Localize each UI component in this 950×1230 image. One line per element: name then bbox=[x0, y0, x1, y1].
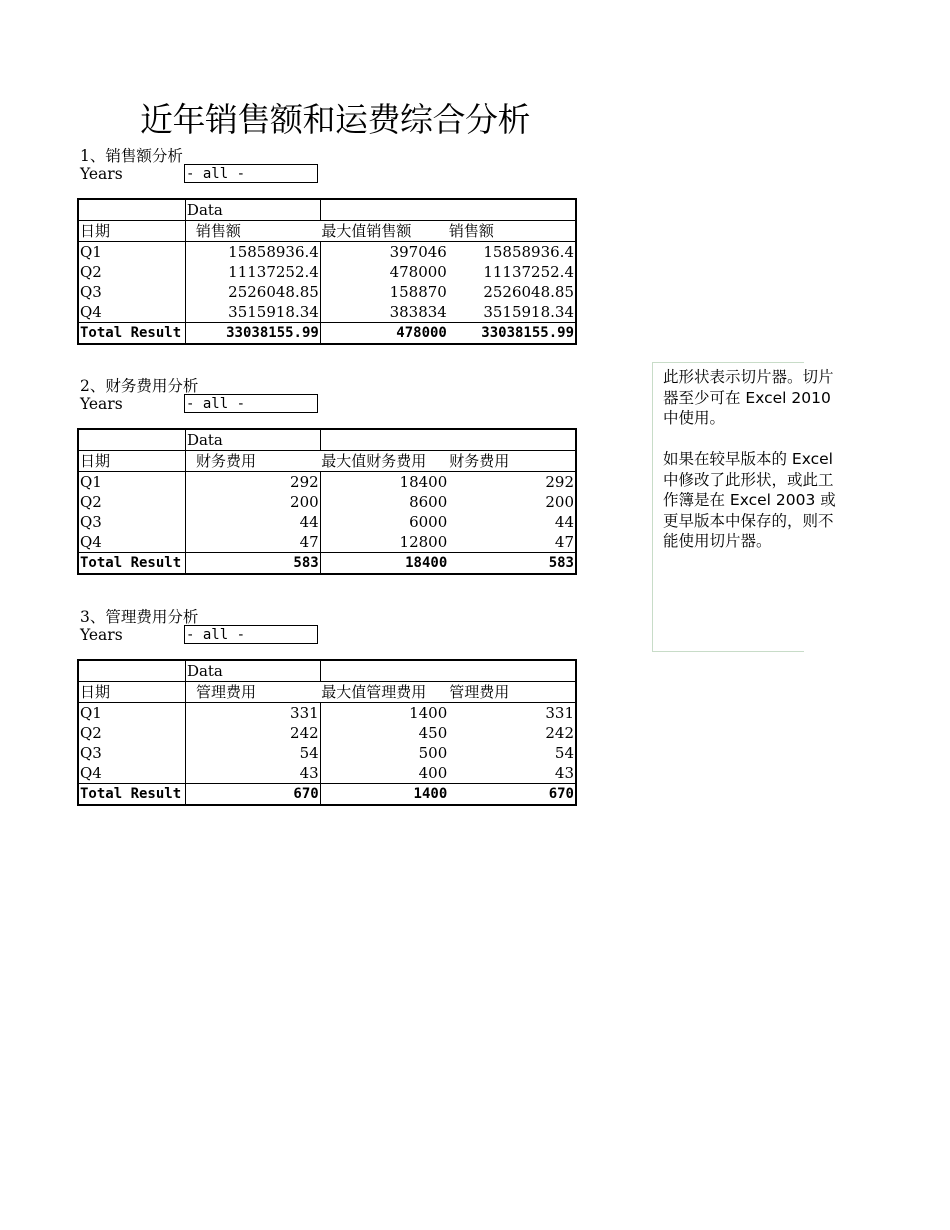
col-header-date[interactable]: 日期 bbox=[78, 451, 185, 472]
filter-label: Years bbox=[80, 395, 123, 413]
col-header-2: 最大值销售额 bbox=[320, 221, 448, 242]
years-filter-dropdown[interactable]: - all - bbox=[184, 164, 318, 183]
col-header-3: 销售额 bbox=[448, 221, 576, 242]
data-header: Data bbox=[185, 199, 320, 221]
table-row: Q3 54 500 54 bbox=[80, 744, 574, 762]
col-header-1: 管理费用 bbox=[185, 682, 320, 703]
slicer-placeholder[interactable] bbox=[652, 362, 836, 652]
table-row: Q4 3515918.34 383834 3515918.34 bbox=[80, 303, 574, 321]
table-row: Q1 331 1400 331 bbox=[80, 704, 574, 722]
total-row: Total Result 670 1400 670 bbox=[78, 784, 576, 806]
col-header-date[interactable]: 日期 bbox=[78, 682, 185, 703]
table-row: Q2 11137252.4 478000 11137252.4 bbox=[80, 263, 574, 281]
pivot-table bbox=[77, 198, 577, 345]
section-label: 2、财务费用分析 bbox=[80, 377, 199, 395]
pivot-table bbox=[77, 659, 577, 806]
col-header-1: 财务费用 bbox=[185, 451, 320, 472]
col-header-3: 管理费用 bbox=[448, 682, 576, 703]
filter-label: Years bbox=[80, 165, 123, 183]
table-row: Q1 292 18400 292 bbox=[80, 473, 574, 491]
data-header: Data bbox=[185, 429, 320, 451]
col-header-2: 最大值财务费用 bbox=[320, 451, 448, 472]
col-header-date[interactable]: 日期 bbox=[78, 221, 185, 242]
pivot-table bbox=[77, 428, 577, 575]
col-header-1: 销售额 bbox=[185, 221, 320, 242]
filter-label: Years bbox=[80, 626, 123, 644]
col-header-3: 财务费用 bbox=[448, 451, 576, 472]
section-label: 1、销售额分析 bbox=[80, 147, 183, 165]
table-row: Q4 43 400 43 bbox=[80, 764, 574, 782]
data-header: Data bbox=[185, 660, 320, 682]
table-row: Q3 2526048.85 158870 2526048.85 bbox=[80, 283, 574, 301]
table-row: Q1 15858936.4 397046 15858936.4 bbox=[80, 243, 574, 261]
table-row: Q2 242 450 242 bbox=[80, 724, 574, 742]
years-filter-dropdown[interactable]: - all - bbox=[184, 625, 318, 644]
page-title: 近年销售额和运费综合分析 bbox=[140, 100, 530, 139]
table-row: Q4 47 12800 47 bbox=[80, 533, 574, 551]
total-row: Total Result 33038155.99 478000 33038155.99 bbox=[78, 323, 576, 345]
slicer-note: 此形状表示切片器。切片器至少可在 Excel 2010 中使用。 如果在较早版本的 Excel 中修改了此形状，或此工作簿是在 Excel 2003 或更早版本中保存的，则不能使用切片器。 bbox=[663, 368, 836, 550]
col-header-2: 最大值管理费用 bbox=[320, 682, 448, 703]
years-filter-dropdown[interactable]: - all - bbox=[184, 394, 318, 413]
total-row: Total Result 583 18400 583 bbox=[78, 553, 576, 575]
section-label: 3、管理费用分析 bbox=[80, 608, 199, 626]
table-row: Q3 44 6000 44 bbox=[80, 513, 574, 531]
table-row: Q2 200 8600 200 bbox=[80, 493, 574, 511]
